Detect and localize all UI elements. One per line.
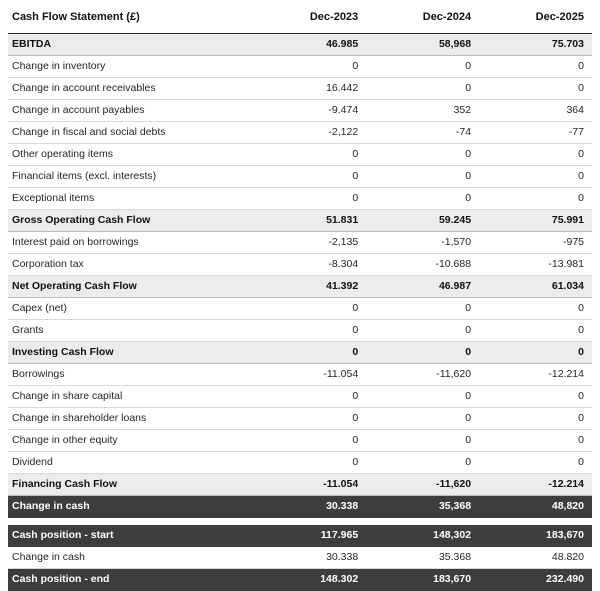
row-value-1: 0 [366, 430, 479, 452]
row-value-2: 0 [479, 144, 592, 166]
row-value-0: 0 [253, 144, 366, 166]
row-label: Borrowings [8, 364, 253, 386]
row-value-1: 0 [366, 320, 479, 342]
row-label: Gross Operating Cash Flow [8, 210, 253, 232]
row-label: Cash position - end [8, 569, 253, 591]
row-value-2: -77 [479, 122, 592, 144]
row-value-1: -10.688 [366, 254, 479, 276]
table-row [8, 364, 592, 386]
table-row [8, 430, 592, 452]
row-value-0: 0 [253, 320, 366, 342]
row-value-0: 0 [253, 56, 366, 78]
row-label: Grants [8, 320, 253, 342]
row-value-2: 48.820 [479, 547, 592, 569]
row-value-2: 0 [479, 78, 592, 100]
row-value-0: -9.474 [253, 100, 366, 122]
row-value-0: -11.054 [253, 474, 366, 496]
table-row [8, 78, 592, 100]
table-row [8, 496, 592, 518]
row-value-1: 58,968 [366, 34, 479, 56]
row-label: Change in inventory [8, 56, 253, 78]
row-value-1: -1,570 [366, 232, 479, 254]
row-label: Change in shareholder loans [8, 408, 253, 430]
row-value-0: 0 [253, 452, 366, 474]
table-row [8, 569, 592, 591]
row-label: Interest paid on borrowings [8, 232, 253, 254]
row-value-2: 364 [479, 100, 592, 122]
table-row [8, 210, 592, 232]
row-label: Dividend [8, 452, 253, 474]
row-label: Capex (net) [8, 298, 253, 320]
row-value-1: 0 [366, 452, 479, 474]
row-value-2: 0 [479, 386, 592, 408]
row-value-1: 148,302 [366, 525, 479, 547]
table-row [8, 342, 592, 364]
row-value-0: 46.985 [253, 34, 366, 56]
row-value-0: 0 [253, 386, 366, 408]
row-value-0: 16.442 [253, 78, 366, 100]
row-label: Corporation tax [8, 254, 253, 276]
row-value-2: 0 [479, 298, 592, 320]
table-row [8, 276, 592, 298]
table-row [8, 386, 592, 408]
row-label: Financial items (excl. interests) [8, 166, 253, 188]
row-value-0: 148.302 [253, 569, 366, 591]
row-value-2: 48,820 [479, 496, 592, 518]
table-row [8, 525, 592, 547]
row-label: Net Operating Cash Flow [8, 276, 253, 298]
table-row [8, 56, 592, 78]
table-row [8, 474, 592, 496]
table-header [8, 6, 592, 34]
table-row [8, 166, 592, 188]
row-value-0: 30.338 [253, 496, 366, 518]
row-label: Cash position - start [8, 525, 253, 547]
row-value-0: 117.965 [253, 525, 366, 547]
spacer-cell [8, 518, 592, 526]
row-value-2: -13.981 [479, 254, 592, 276]
row-label: Other operating items [8, 144, 253, 166]
row-value-2: 232.490 [479, 569, 592, 591]
row-value-2: 0 [479, 320, 592, 342]
row-value-0: 0 [253, 166, 366, 188]
row-value-1: 0 [366, 188, 479, 210]
cash-flow-table [8, 6, 592, 591]
row-value-1: 183,670 [366, 569, 479, 591]
table-row [8, 100, 592, 122]
row-value-2: -975 [479, 232, 592, 254]
column-header-1: Dec-2024 [366, 6, 479, 34]
row-value-1: 0 [366, 166, 479, 188]
row-label: Investing Cash Flow [8, 342, 253, 364]
row-value-2: 0 [479, 342, 592, 364]
row-value-1: 35,368 [366, 496, 479, 518]
row-value-1: 0 [366, 386, 479, 408]
row-value-2: 183,670 [479, 525, 592, 547]
table-body [8, 34, 592, 591]
row-value-0: 0 [253, 342, 366, 364]
row-value-0: 41.392 [253, 276, 366, 298]
row-value-1: -74 [366, 122, 479, 144]
row-value-1: -11,620 [366, 474, 479, 496]
table-row [8, 408, 592, 430]
table-row [8, 254, 592, 276]
row-value-0: -2,122 [253, 122, 366, 144]
row-value-0: 0 [253, 188, 366, 210]
row-value-0: 0 [253, 408, 366, 430]
row-value-0: 51.831 [253, 210, 366, 232]
row-value-0: -8.304 [253, 254, 366, 276]
row-value-2: 0 [479, 430, 592, 452]
row-value-1: 35.368 [366, 547, 479, 569]
row-label: Change in account receivables [8, 78, 253, 100]
row-value-2: 0 [479, 166, 592, 188]
column-header-2: Dec-2025 [479, 6, 592, 34]
row-value-0: -11.054 [253, 364, 366, 386]
row-value-1: 0 [366, 408, 479, 430]
table-spacer-row [8, 518, 592, 526]
table-row [8, 188, 592, 210]
row-label: Change in other equity [8, 430, 253, 452]
row-value-0: 30.338 [253, 547, 366, 569]
table-row [8, 232, 592, 254]
row-value-1: 0 [366, 56, 479, 78]
row-value-1: 59.245 [366, 210, 479, 232]
header-row [8, 6, 592, 34]
table-row [8, 547, 592, 569]
table-row [8, 320, 592, 342]
table-row [8, 122, 592, 144]
row-label: Financing Cash Flow [8, 474, 253, 496]
row-value-1: -11,620 [366, 364, 479, 386]
row-value-1: 46.987 [366, 276, 479, 298]
table-row [8, 34, 592, 56]
row-value-0: 0 [253, 430, 366, 452]
row-value-2: 75.991 [479, 210, 592, 232]
table-row [8, 298, 592, 320]
row-label: Change in cash [8, 496, 253, 518]
row-value-2: 0 [479, 56, 592, 78]
row-value-1: 0 [366, 298, 479, 320]
row-value-1: 0 [366, 78, 479, 100]
row-label: Change in account payables [8, 100, 253, 122]
row-label: Change in share capital [8, 386, 253, 408]
row-value-2: 61.034 [479, 276, 592, 298]
row-label: Change in fiscal and social debts [8, 122, 253, 144]
row-value-0: 0 [253, 298, 366, 320]
row-label: Exceptional items [8, 188, 253, 210]
row-value-1: 352 [366, 100, 479, 122]
row-value-2: -12.214 [479, 364, 592, 386]
row-value-1: 0 [366, 144, 479, 166]
row-label: Change in cash [8, 547, 253, 569]
table-row [8, 144, 592, 166]
row-value-2: 75.703 [479, 34, 592, 56]
row-value-2: 0 [479, 408, 592, 430]
row-value-1: 0 [366, 342, 479, 364]
row-value-2: 0 [479, 452, 592, 474]
row-label: EBITDA [8, 34, 253, 56]
column-header-0: Dec-2023 [253, 6, 366, 34]
row-value-0: -2,135 [253, 232, 366, 254]
table-row [8, 452, 592, 474]
row-value-2: -12.214 [479, 474, 592, 496]
statement-title: Cash Flow Statement (£) [8, 6, 253, 34]
row-value-2: 0 [479, 188, 592, 210]
